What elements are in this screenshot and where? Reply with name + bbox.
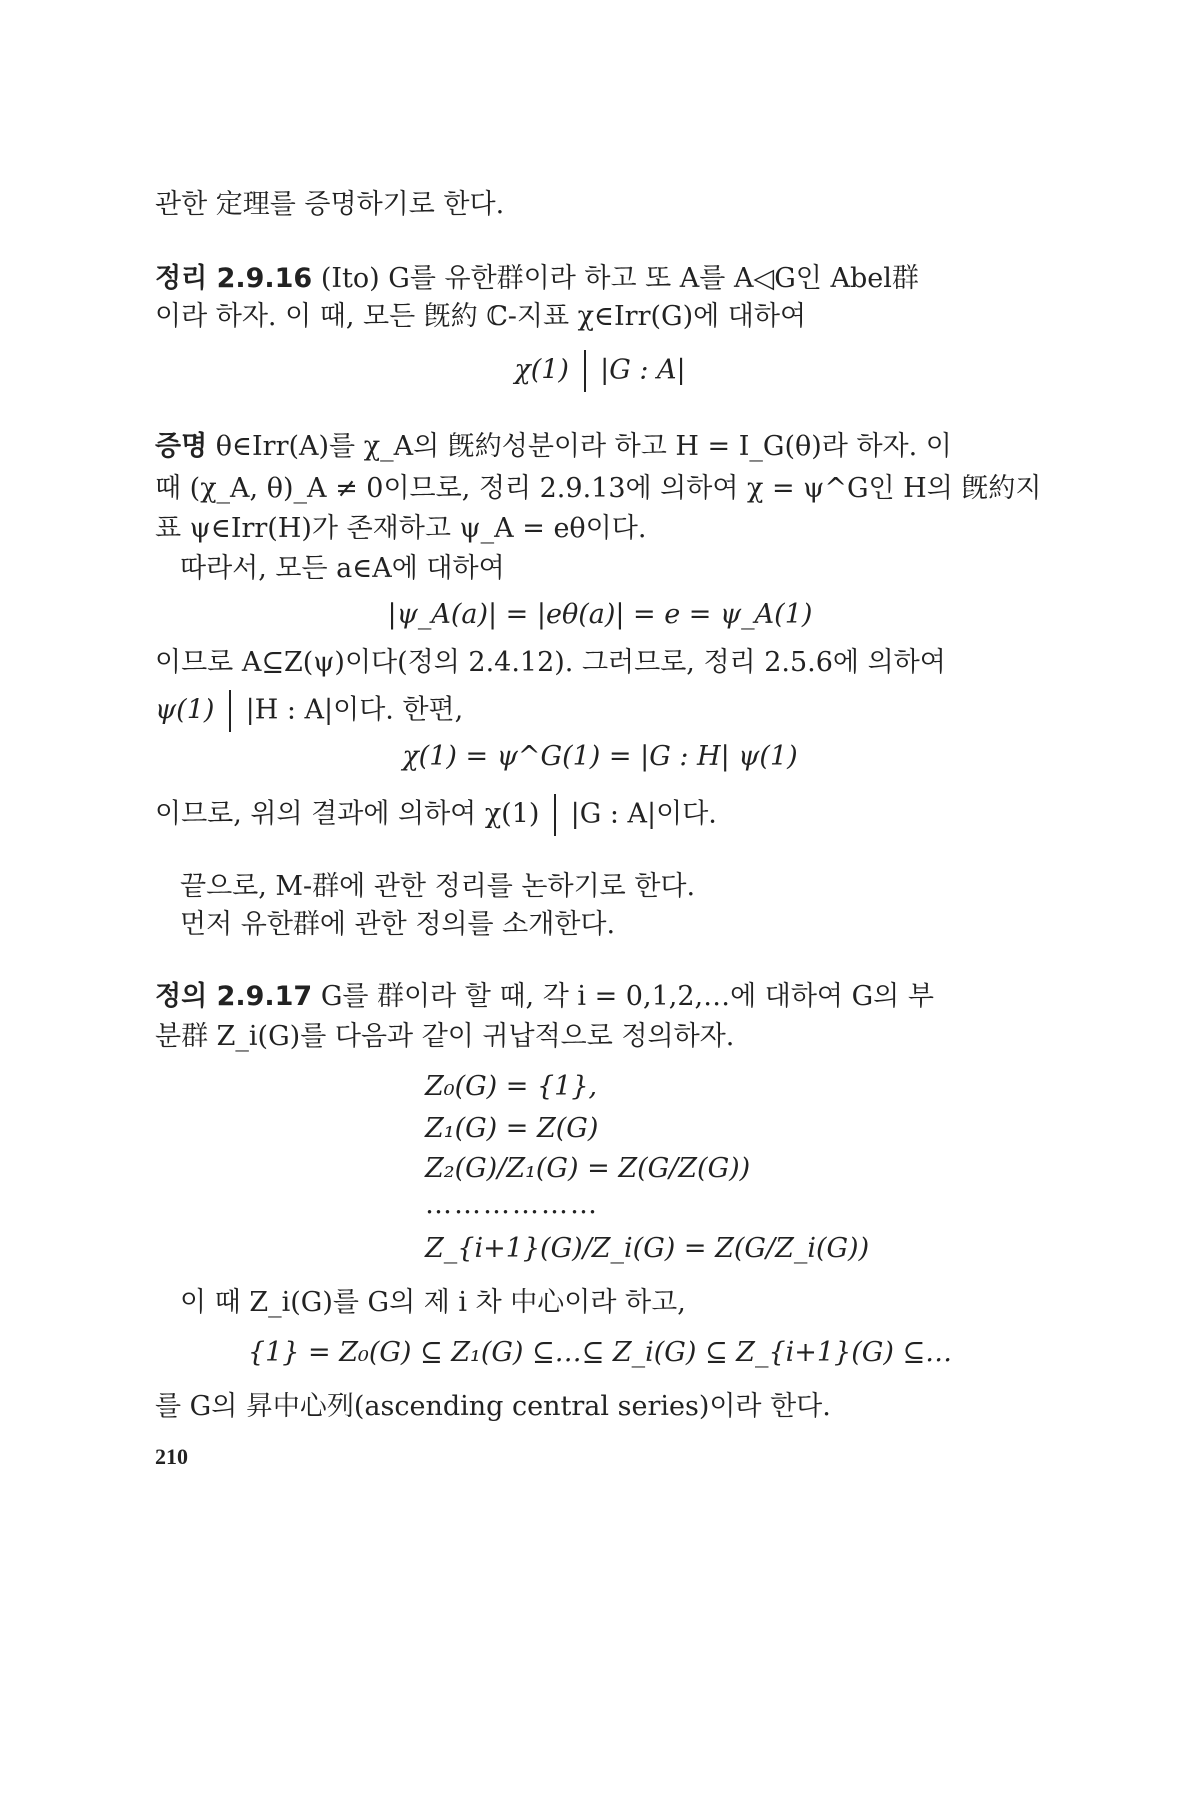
definition-line-1 bbox=[155, 980, 934, 1014]
definition-eq-1: Z₀(G) = {1}, bbox=[425, 1071, 598, 1102]
definition-series: {1} = Z₀(G) ⊆ Z₁(G) ⊆…⊆ Z_i(G) ⊆ Z_{i+1}(G) ⊆… bbox=[247, 1337, 953, 1368]
divides-bar bbox=[584, 350, 586, 392]
proof-line-7-right: |G : A|이다. bbox=[570, 798, 717, 830]
definition-eq-3: Z₂(G)/Z₁(G) = Z(G/Z(G)) bbox=[425, 1153, 751, 1184]
transition-line-1: 끝으로, M-群에 관한 정리를 논하기로 한다. bbox=[180, 871, 696, 902]
theorem-formula-right: |G : A| bbox=[600, 354, 686, 386]
theorem-line-1 bbox=[155, 262, 919, 296]
proof-line-6-right: |H : A|이다. 한편, bbox=[245, 694, 464, 726]
page-number: 210 bbox=[155, 1444, 188, 1469]
theorem-formula-left: χ(1) bbox=[514, 354, 569, 386]
proof-line-2: 때 (χ_A, θ)_A ≠ 0이므로, 정리 2.9.13에 의하여 χ = ψ^G인 H의 旣約지 bbox=[155, 473, 1042, 504]
definition-line-4: 를 G의 昇中心列(ascending central series)이라 한다. bbox=[155, 1391, 831, 1422]
transition-line-2: 먼저 유한群에 관한 정의를 소개한다. bbox=[180, 909, 616, 940]
proof-line-4: 따라서, 모든 a∈A에 대하여 bbox=[180, 553, 505, 584]
proof-line-6-left: ψ(1) bbox=[155, 694, 215, 726]
divides-bar bbox=[554, 794, 556, 836]
definition-line-2: 분群 Z_i(G)를 다음과 같이 귀납적으로 정의하자. bbox=[155, 1021, 735, 1052]
divides-bar bbox=[229, 690, 231, 732]
definition-eq-2: Z₁(G) = Z(G) bbox=[425, 1113, 599, 1144]
theorem-line-2: 이라 하자. 이 때, 모든 旣約 ℂ-지표 χ∈Irr(G)에 대하여 bbox=[155, 301, 807, 332]
proof-label: 증명 bbox=[155, 431, 208, 462]
proof-line-3: 표 ψ∈Irr(H)가 존재하고 ψ_A = eθ이다. bbox=[155, 513, 647, 544]
proof-line-7 bbox=[155, 794, 717, 836]
proof-formula-1: |ψ_A(a)| = |eθ(a)| = e = ψ_A(1) bbox=[387, 599, 813, 630]
definition-eq-4: Z_{i+1}(G)/Z_i(G) = Z(G/Z_i(G)) bbox=[425, 1233, 870, 1264]
proof-formula-2: χ(1) = ψ^G(1) = |G : H| ψ(1) bbox=[402, 741, 798, 772]
proof-line-6 bbox=[155, 690, 463, 732]
proof-line-7-left: 이므로, 위의 결과에 의하여 χ(1) bbox=[155, 798, 540, 830]
proof-line-1-text: θ∈Irr(A)를 χ_A의 旣約성분이라 하고 H = I_G(θ)라 하자. 이 bbox=[215, 431, 952, 462]
definition-line-3: 이 때 Z_i(G)를 G의 제 i 차 中心이라 하고, bbox=[180, 1287, 686, 1318]
theorem-line-1-text: (Ito) G를 유한群이라 하고 또 A를 A◁G인 Abel群 bbox=[320, 263, 919, 294]
intro-line: 관한 定理를 증명하기로 한다. bbox=[155, 189, 505, 220]
definition-label: 정의 2.9.17 bbox=[155, 981, 313, 1012]
proof-line-5: 이므로 A⊆Z(ψ)이다(정의 2.4.12). 그러므로, 정리 2.5.6에 의하여 bbox=[155, 647, 946, 678]
theorem-label: 정리 2.9.16 bbox=[155, 263, 313, 294]
proof-line-1 bbox=[155, 430, 952, 464]
theorem-formula bbox=[0, 350, 1200, 392]
definition-line-1-text: G를 群이라 할 때, 각 i = 0,1,2,…에 대하여 G의 부 bbox=[320, 981, 934, 1012]
definition-eq-dots: ……………… bbox=[425, 1189, 599, 1220]
